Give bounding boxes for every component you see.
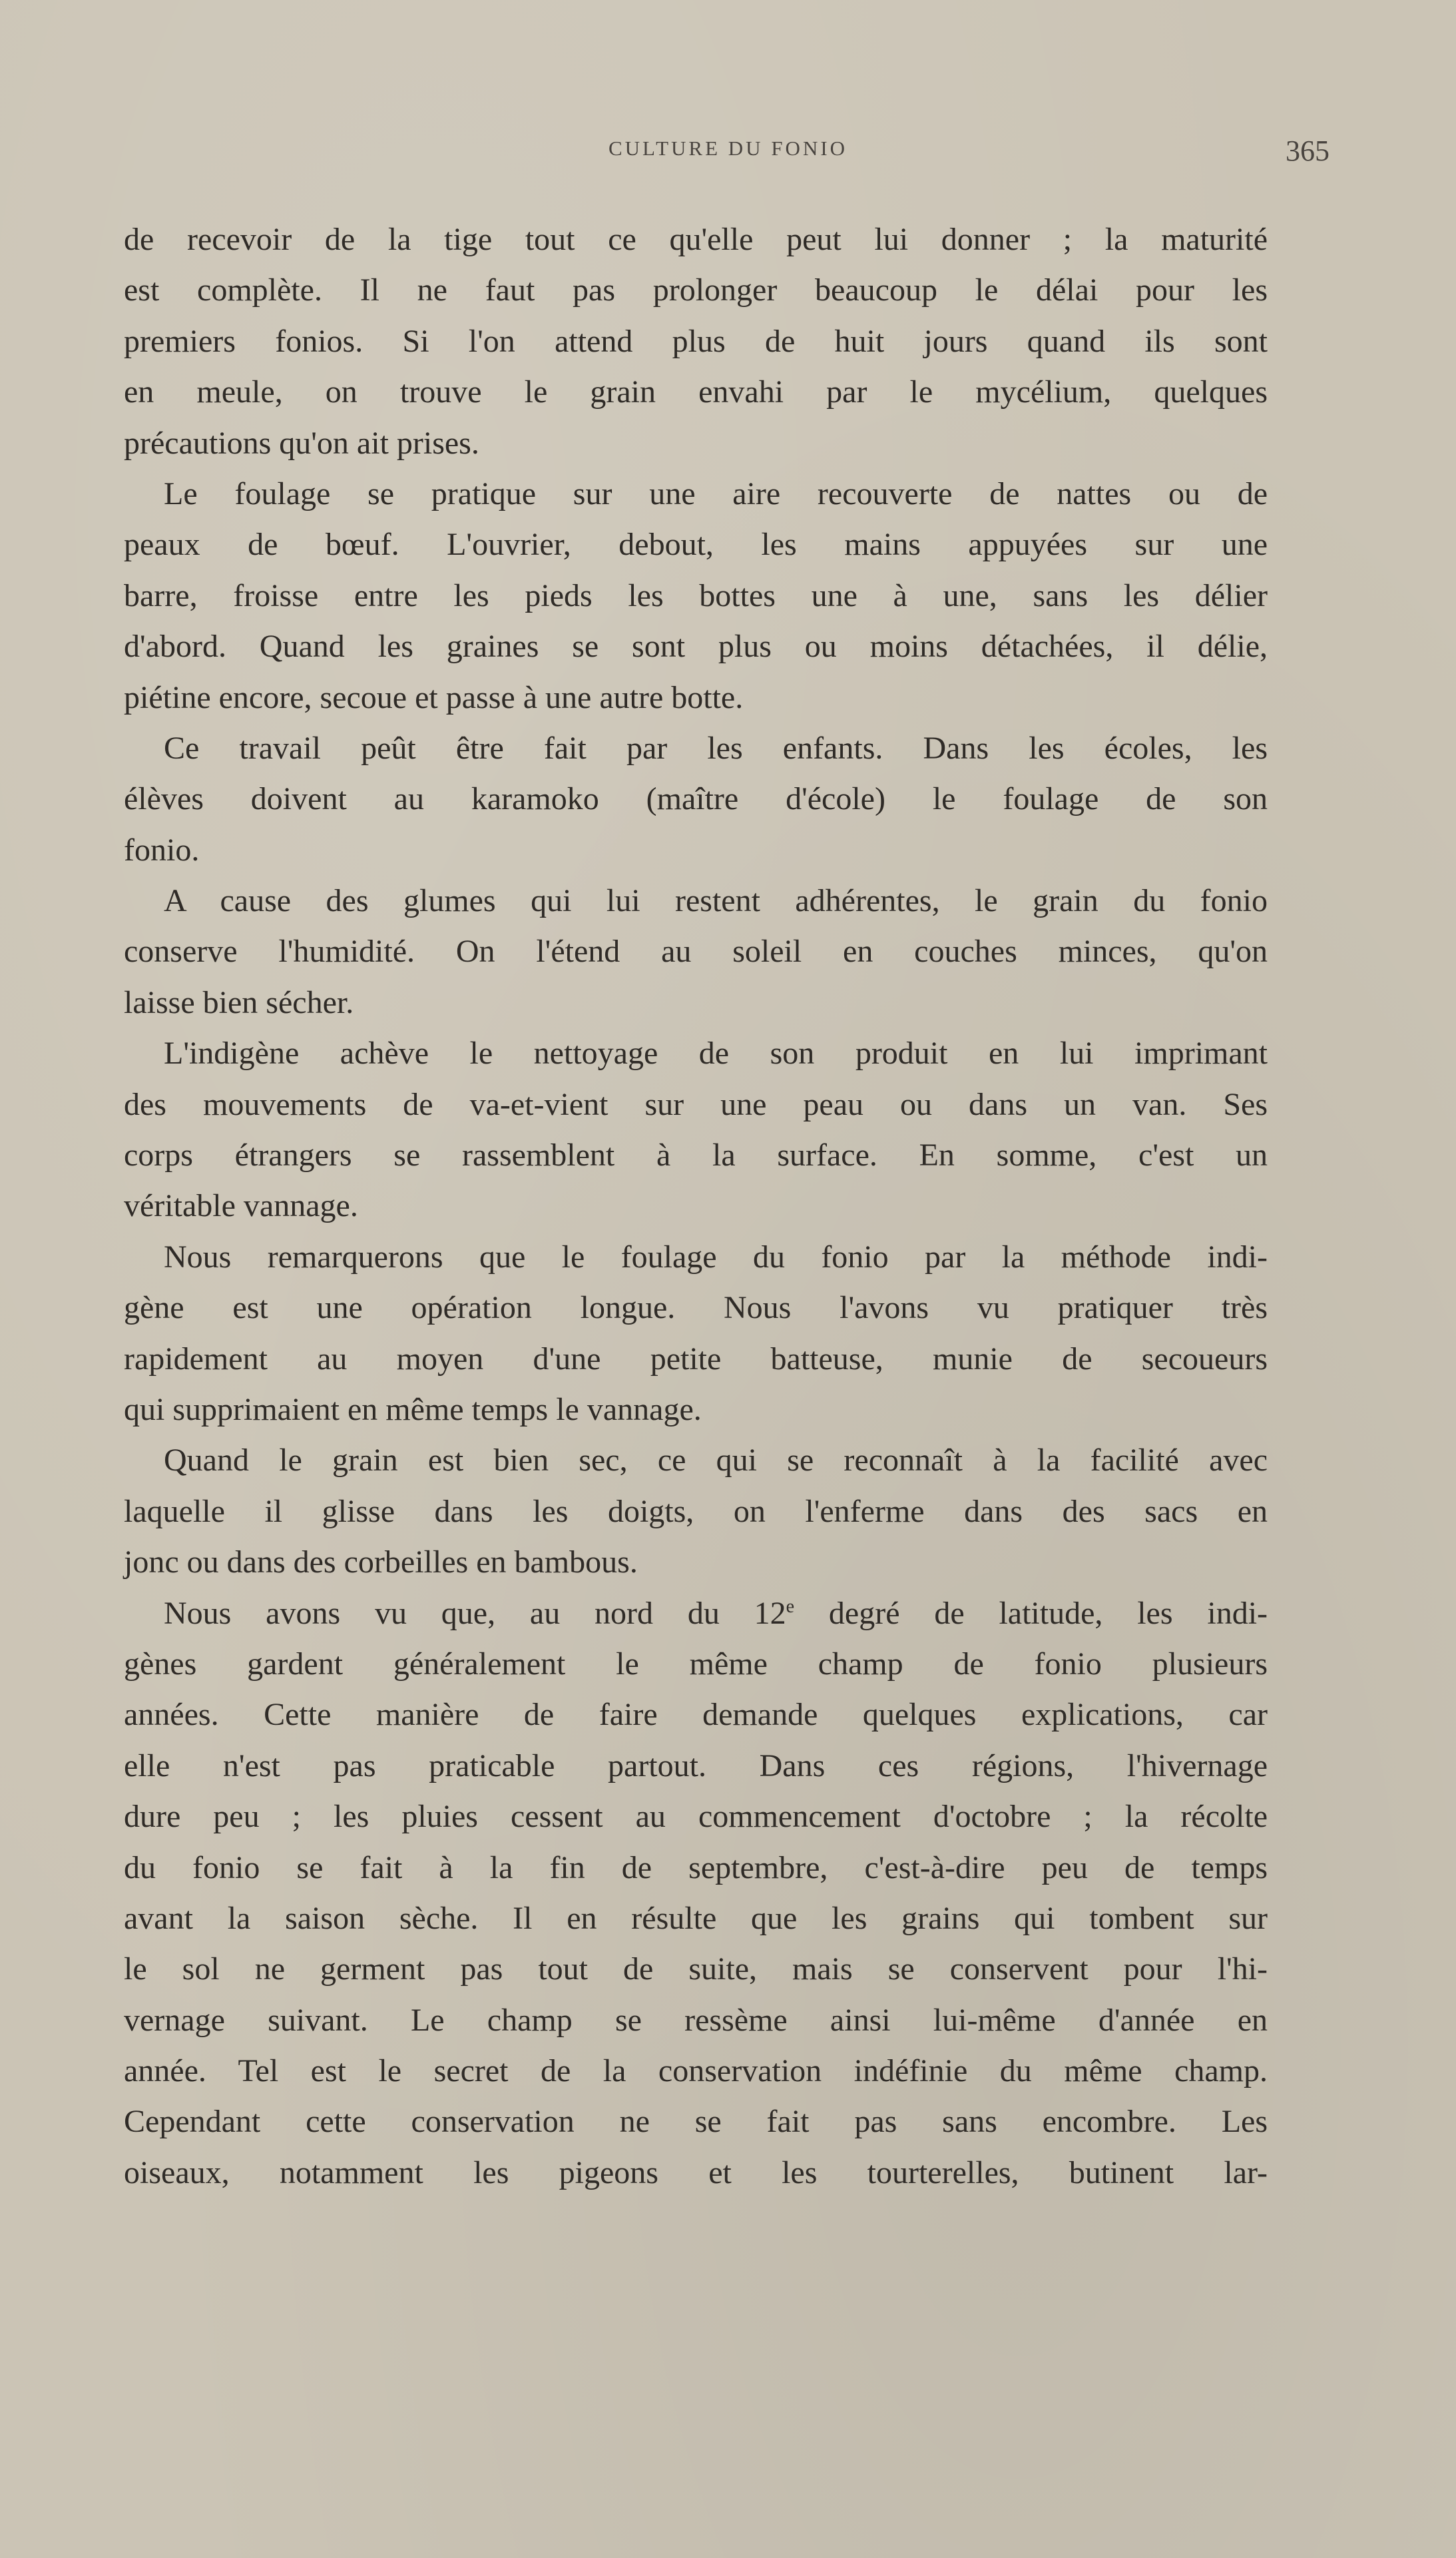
- text-line: Cependant cette conservation ne se fait pas sans encombre. Les: [124, 2104, 1268, 2140]
- text-line: est complète. Il ne faut pas prolonger beaucoup le délai pour les: [124, 272, 1268, 308]
- page-number: 365: [1286, 135, 1330, 167]
- text-line: premiers fonios. Si l'on attend plus de huit jours quand ils sont: [124, 323, 1268, 359]
- text-line: dure peu ; les pluies cessent au commencement d'octobre ; la récolte: [124, 1799, 1268, 1835]
- text-line: piétine encore, secoue et passe à une autre botte.: [124, 679, 744, 715]
- text-line: Le foulage se pratique sur une aire recouverte de nattes ou de: [164, 476, 1268, 511]
- running-title: CULTURE DU FONIO: [608, 137, 848, 160]
- text-line: corps étrangers se rassemblent à la surface. En somme, c'est un: [124, 1137, 1268, 1173]
- text-line: rapidement au moyen d'une petite batteuse, munie de secoueurs: [124, 1341, 1268, 1377]
- text-line: laquelle il glisse dans les doigts, on l'enferme dans des sacs en: [124, 1493, 1268, 1529]
- text-line: Ce travail peût être fait par les enfants. Dans les écoles, les: [164, 730, 1268, 766]
- body-text: [124, 214, 1268, 2198]
- text-line: avant la saison sèche. Il en résulte que les grains qui tombent sur: [124, 1900, 1268, 1936]
- text-line: conserve l'humidité. On l'étend au soleil en couches minces, qu'on: [124, 934, 1268, 970]
- text-line: année. Tel est le secret de la conservation indéfinie du même champ.: [124, 2053, 1268, 2089]
- text-line: [124, 1588, 1268, 1639]
- text-line: de recevoir de la tige tout ce qu'elle peut lui donner ; la maturité: [124, 222, 1268, 257]
- text-line: peaux de bœuf. L'ouvrier, debout, les mains appuyées sur une: [124, 527, 1268, 563]
- text-line: des mouvements de va-et-vient sur une peau ou dans un van. Ses: [124, 1086, 1268, 1122]
- text-line: L'indigène achève le nettoyage de son produit en lui imprimant: [164, 1036, 1268, 1072]
- text-line: oiseaux, notamment les pigeons et les tourterelles, butinent lar-: [124, 2154, 1268, 2190]
- text-line: véritable vannage.: [124, 1188, 358, 1224]
- text-line: jonc ou dans des corbeilles en bambous.: [124, 1544, 638, 1580]
- text-line: fonio.: [124, 832, 200, 868]
- text-line: Quand le grain est bien sec, ce qui se reconnaît à la facilité avec: [164, 1442, 1268, 1478]
- text-line: années. Cette manière de faire demande quelques explications, car: [124, 1697, 1268, 1733]
- text-line: d'abord. Quand les graines se sont plus ou moins détachées, il délie,: [124, 629, 1268, 665]
- text-line: barre, froisse entre les pieds les bottes une à une, sans les délier: [124, 577, 1268, 613]
- text-line: vernage suivant. Le champ se ressème ainsi lui-même d'année en: [124, 2002, 1268, 2038]
- text-line: elle n'est pas praticable partout. Dans ces régions, l'hivernage: [124, 1748, 1268, 1783]
- ordinal-superscript: e: [786, 1596, 795, 1617]
- text-line: laisse bien sécher.: [124, 984, 354, 1020]
- text-line: gènes gardent généralement le même champ de fonio plusieurs: [124, 1646, 1268, 1682]
- text-line: précautions qu'on ait prises.: [124, 425, 479, 461]
- text-line: A cause des glumes qui lui restent adhérentes, le grain du fonio: [164, 883, 1268, 919]
- text-line: élèves doivent au karamoko (maître d'école) le foulage de son: [124, 781, 1268, 817]
- text-line: Nous remarquerons que le foulage du fonio par la méthode indi-: [164, 1239, 1268, 1275]
- text-line: gène est une opération longue. Nous l'avons vu pratiquer très: [124, 1290, 1268, 1326]
- text-line: qui supprimaient en même temps le vannage.: [124, 1391, 702, 1427]
- text-line-start: Nous avons vu que, au nord du 12: [164, 1595, 786, 1631]
- text-line-end: degré de latitude, les indi-: [794, 1595, 1268, 1631]
- text-line: du fonio se fait à la fin de septembre, c'est-à-dire peu de temps: [124, 1849, 1268, 1885]
- text-line: le sol ne germent pas tout de suite, mais se conservent pour l'hi-: [124, 1951, 1268, 1987]
- page-header: [126, 137, 1330, 176]
- text-line: en meule, on trouve le grain envahi par le mycélium, quelques: [124, 374, 1268, 410]
